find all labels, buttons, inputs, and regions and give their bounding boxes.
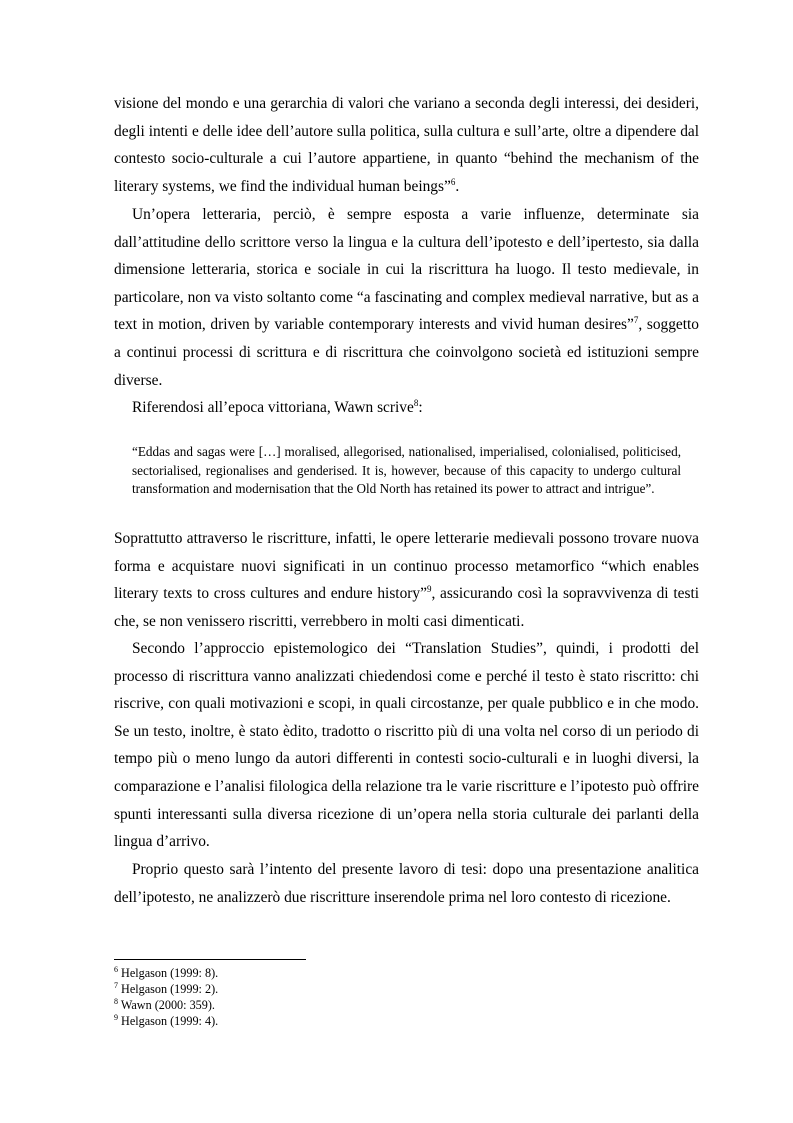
- paragraph-4: [114, 525, 699, 635]
- footnote-ref-7[interactable]: 7: [633, 315, 639, 326]
- paragraph-3-text: Riferendosi all’epoca vittoriana, Wawn scrive: [132, 399, 414, 416]
- footnote-text: Wawn (2000: 359).: [120, 998, 215, 1012]
- footnote-8: [114, 998, 215, 1012]
- footnote-ref-8[interactable]: 8: [413, 397, 419, 408]
- paragraph-2-text-a: Un’opera letteraria, perciò, è sempre esposta a varie influenze, determinate sia dall’attitudine dello scrittore verso la lingua e la cultura dell’ipotesto e dell’ipertesto, sia dalla dimensione letteraria, storica e sociale in cui la riscrittura ha luogo. Il testo medievale, in particolare, non va visto soltanto come “a fascinating and complex medieval narrative, but as a text in motion, driven by variable contemporary interests and vivid human desires”: [114, 206, 699, 334]
- paragraph-3: [114, 394, 699, 422]
- footnote-number: 6: [114, 964, 118, 974]
- footnote-7: [114, 982, 218, 996]
- footnote-text: Helgason (1999: 8).: [121, 966, 219, 980]
- footnote-separator: [114, 959, 306, 960]
- paragraph-3-end: :: [418, 399, 423, 416]
- footnote-number: 9: [114, 1012, 118, 1022]
- paragraph-2-text-b: , soggetto a continui processi di scrittura e di riscrittura che coinvolgono società ed istituzioni sempre diverse.: [114, 316, 699, 389]
- paragraph-2: [114, 201, 699, 394]
- footnote-number: 7: [114, 980, 118, 990]
- paragraph-6: Proprio questo sarà l’intento del presente lavoro di tesi: dopo una presentazione analitica dell’ipotesto, ne analizzerò due riscritture inserendole prima nel loro contesto di ricezione.: [114, 861, 699, 906]
- block-quote: “Eddas and sagas were […] moralised, allegorised, nationalised, imperialised, colonialised, politicised, sectorialised, regionalises and genderised. It is, however, because of this capacity to undergo cultural transformation and modernisation that the Old North has retained its power to attract and intrigue”.: [132, 444, 681, 497]
- footnote-ref-6[interactable]: 6: [450, 176, 456, 187]
- paragraph-4-text-a: Soprattutto attraverso le riscritture, infatti, le opere letterarie medievali possono trovare nuova forma e acquistare nuovi significati in un continuo processo metamorfico “which enables literary texts to cross cultures and endure history”: [114, 530, 699, 603]
- footnote-number: 8: [114, 996, 118, 1006]
- footnote-text: Helgason (1999: 2).: [121, 982, 219, 996]
- paragraph-1: [114, 90, 699, 200]
- footnote-9: [114, 1014, 218, 1028]
- footnote-text: Helgason (1999: 4).: [121, 1014, 219, 1028]
- footnote-6: [114, 966, 218, 980]
- paragraph-1-end: .: [455, 177, 460, 195]
- footnote-ref-9[interactable]: 9: [426, 584, 432, 595]
- paragraph-1-text: visione del mondo e una gerarchia di valori che variano a seconda degli interessi, dei desideri, degli intenti e delle idee dell’autore sulla politica, sulla cultura e sull’arte, oltre a dipendere dal contesto socio-culturale a cui l’autore appartiene, in quanto “behind the mechanism of the literary systems, we find the individual human beings”: [114, 95, 699, 195]
- paragraph-5: Secondo l’approccio epistemologico dei “Translation Studies”, quindi, i prodotti del processo di riscrittura vanno analizzati chiedendosi come e perché il testo è stato riscritto: chi riscrive, con quali motivazioni e scopi, in quali circostanze, per quale pubblico e in che modo. Se un testo, inoltre, è stato èdito, tradotto o riscritto più di una volta nel corso di un periodo di tempo più o meno lungo da autori differenti in contesti socio-culturali e in luoghi diversi, la comparazione e l’analisi filologica della relazione tra le varie riscritture e l’ipotesto può offrire spunti interessanti sulla diversa ricezione di un’opera nella storia culturale dei parlanti della lingua d’arrivo.: [114, 640, 699, 851]
- paragraph-4-text-b: , assicurando così la sopravvivenza di testi che, se non venissero riscritti, verrebbero in molti casi dimenticati.: [114, 585, 699, 630]
